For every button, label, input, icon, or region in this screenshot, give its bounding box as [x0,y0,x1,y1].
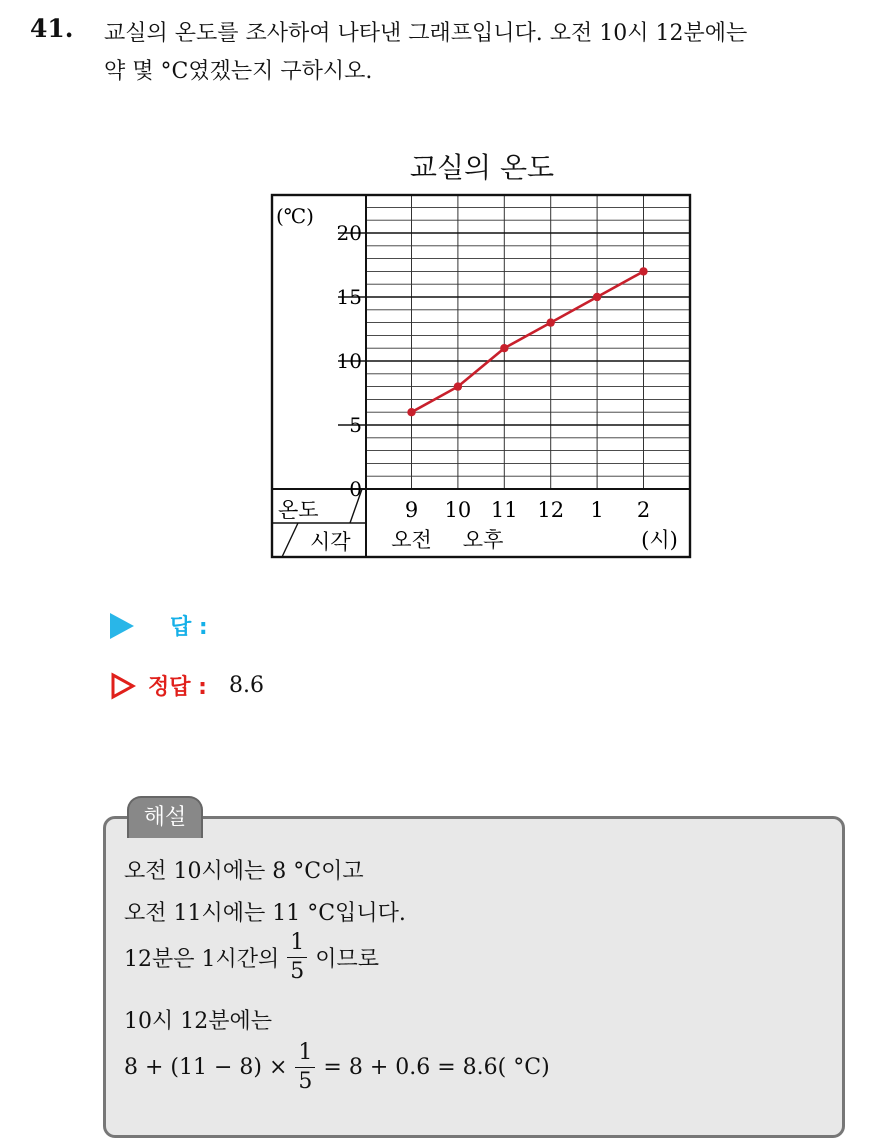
chart-title: 교실의 온도 [409,151,555,184]
play-triangle-icon [110,613,134,639]
data-point [500,344,508,352]
solution-line5-expression: 8 + (11 − 8) × [124,1055,288,1080]
fraction-numerator: 1 [287,932,307,958]
y-tick-label: 20 [336,221,362,245]
fraction-denominator: 5 [290,959,305,984]
y-tick-label: 5 [349,413,362,437]
fraction-one-fifth [295,1042,315,1093]
corner-label-time: 시각 [310,530,351,554]
solution-line5-result: = 8 + 0.6 = 8.6( °C) [323,1055,550,1080]
period-label-am: 오전 [391,528,432,552]
solution-line5 [124,1042,550,1093]
temperature-line-chart [270,193,694,563]
solution-tab: 해설 [127,796,203,838]
chart-frame [272,195,690,557]
solution-line2: 오전 11시에는 11 °C입니다. [124,901,406,926]
solution-line4: 10시 12분에는 [124,1009,272,1034]
answer-row [110,610,208,641]
question-text-line1: 교실의 온도를 조사하여 나타낸 그래프입니다. 오전 10시 12분에는 [104,21,748,46]
solution-line3-text: 12분은 1시간의 [124,947,280,972]
x-tick-label: 10 [444,498,472,522]
y-tick-label: 10 [336,349,362,373]
data-point [547,318,555,326]
x-unit-label: (시) [641,528,678,552]
data-point [407,408,415,416]
y-axis-label: (℃) [276,204,314,228]
corner-label-temperature: 온도 [278,498,319,522]
x-tick-label: 1 [590,498,604,522]
data-point [454,382,462,390]
correct-answer-row [110,670,264,701]
x-tick-label: 11 [490,498,518,522]
fraction-one-fifth [287,932,307,983]
corner-diagonal [282,523,298,557]
x-tick-label: 9 [404,498,419,522]
answer-label: 답 : [170,615,208,640]
fraction-numerator: 1 [295,1042,315,1068]
y-tick-label: 15 [336,285,362,309]
fraction-denominator: 5 [298,1069,313,1094]
solution-line3-suffix: 이므로 [315,947,380,972]
solution-line1: 오전 10시에는 8 °C이고 [124,859,364,884]
period-label-pm: 오후 [462,528,504,552]
data-point [639,267,647,275]
question-number: 41. [30,14,74,43]
correct-answer-value: 8.6 [228,673,264,698]
y-tick-label: 0 [349,477,362,501]
outline-triangle-icon [110,672,136,700]
x-tick-label: 2 [636,498,651,522]
data-point [593,293,601,301]
temperature-series-line [412,271,644,412]
x-tick-label: 12 [537,498,565,522]
solution-line3 [124,932,379,983]
correct-answer-label: 정답 : [148,675,207,700]
question-text-line2: 약 몇 °C였겠는지 구하시오. [104,59,373,84]
